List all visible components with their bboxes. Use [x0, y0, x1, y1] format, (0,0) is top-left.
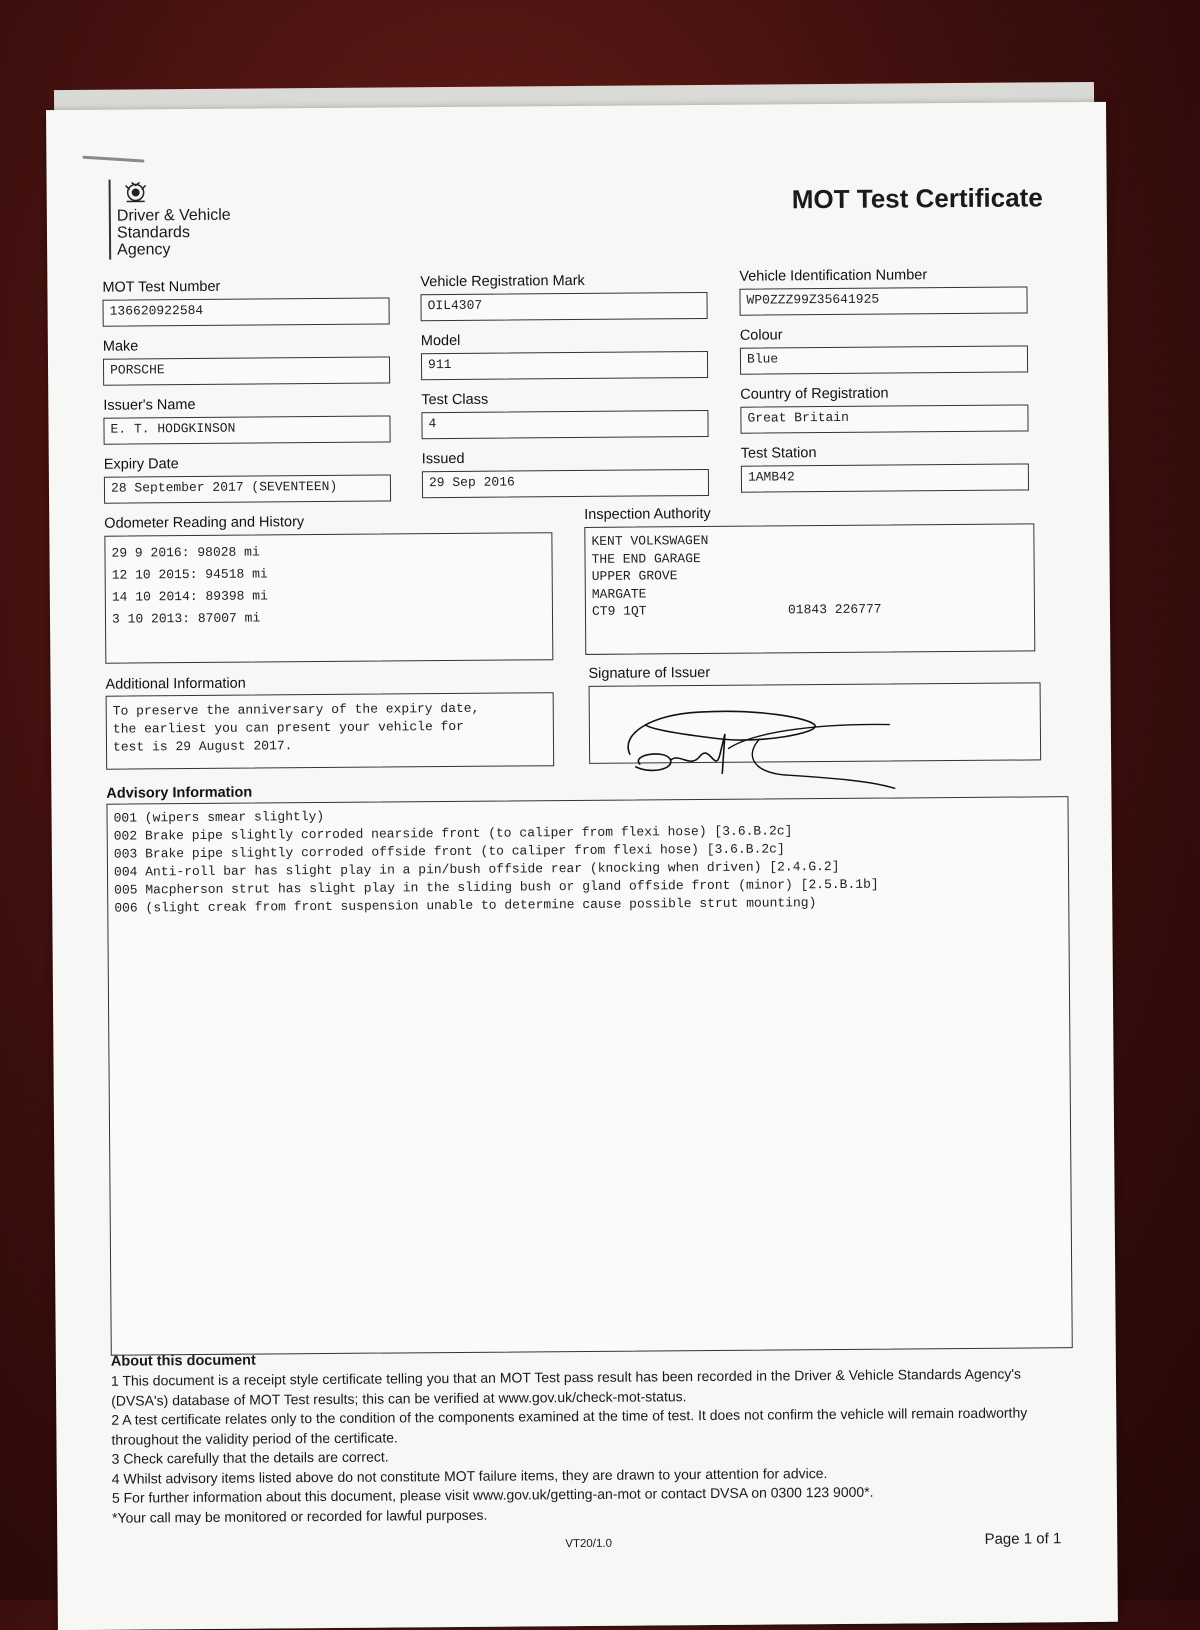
- staple: [82, 156, 144, 163]
- test-class-field: 4: [421, 410, 708, 439]
- about-text: [111, 1364, 1072, 1528]
- test-number-label: MOT Test Number: [102, 278, 221, 296]
- authority-address-line: THE END GARAGE: [591, 550, 701, 567]
- odometer-history: [104, 532, 553, 664]
- authority-phone: 01843 226777: [787, 601, 882, 618]
- royal-crest-icon: [121, 179, 151, 205]
- about-line: 2 A test certificate relates only to the condition of the components examined at the time of test. It does not confirm the vehicle will remain roadworthy throughout the validity period of the certificate.: [111, 1404, 1028, 1448]
- about-line: 1 This document is a receipt style certificate telling you that an MOT Test pass result has been recorded in the Driver & Vehicle Standards Agency's (DVSA's) database of MOT Test results; this can be verified at www.gov.uk/check-mot-status.: [110, 1365, 1022, 1409]
- agency-name: Driver & Vehicle Standards Agency: [116, 206, 231, 259]
- odometer-entry: 12 10 2015: 94518 mi: [111, 566, 268, 583]
- advisory-item: 004 Anti-roll bar has slight play in a pin/bush offside rear (knocking when driven) [2.4.G.2]: [113, 858, 840, 880]
- vin-label: Vehicle Identification Number: [739, 267, 928, 285]
- registration-label: Vehicle Registration Mark: [420, 272, 585, 291]
- authority-address-line: KENT VOLKSWAGEN: [591, 532, 709, 549]
- additional-info-line: the earliest you can present your vehicle for: [112, 718, 464, 737]
- certificate-page: [46, 102, 1118, 1630]
- colour-label: Colour: [739, 327, 783, 344]
- additional-info-label: Additional Information: [105, 675, 246, 693]
- advisory-item: 001 (wipers smear slightly): [113, 808, 325, 826]
- handwritten-signature: [610, 693, 891, 790]
- advisory-item: 006 (slight creak from front suspension unable to determine cause possible strut mounting): [114, 895, 817, 916]
- form-code: VT20/1.0: [565, 1537, 613, 1551]
- make-label: Make: [102, 338, 139, 355]
- test-station-label: Test Station: [740, 445, 817, 462]
- model-field: 911: [421, 351, 708, 380]
- inspection-authority-label: Inspection Authority: [584, 505, 711, 523]
- advisory-item: 003 Brake pipe slightly corroded offside front (to caliper from flexi hose) [3.6.B.2c]: [113, 841, 785, 862]
- test-station-field: 1AMB42: [741, 463, 1029, 492]
- advisory-item: 005 Macpherson strut has slight play in the sliding bush or gland offside front (minor) [2.5.B.1b]: [114, 876, 879, 898]
- about-line: 4 Whilst advisory items listed above do not constitute MOT failure items, they are drawn to your attention for advice.: [111, 1464, 828, 1487]
- model-label: Model: [420, 332, 461, 350]
- issued-label: Issued: [421, 450, 465, 468]
- odometer-entry: 29 9 2016: 98028 mi: [111, 544, 260, 561]
- additional-info-box: [106, 692, 555, 770]
- advisory-label: Advisory Information: [106, 784, 253, 802]
- vin-field: WP0ZZZ99Z35641925: [739, 286, 1027, 315]
- additional-info-line: To preserve the anniversary of the expiry date,: [112, 700, 480, 719]
- issued-field: 29 Sep 2016: [422, 469, 709, 498]
- colour-field: Blue: [740, 345, 1028, 374]
- make-field: PORSCHE: [103, 356, 390, 385]
- authority-address-line: MARGATE: [591, 585, 647, 602]
- additional-info-line: test is 29 August 2017.: [112, 738, 293, 755]
- country-field: Great Britain: [740, 404, 1028, 433]
- country-label: Country of Registration: [740, 385, 889, 403]
- odometer-label: Odometer Reading and History: [104, 514, 305, 532]
- expiry-field: 28 September 2017 (SEVENTEEN): [104, 474, 391, 503]
- authority-address-line: CT9 1QT: [591, 603, 647, 619]
- signature-label: Signature of Issuer: [588, 664, 711, 682]
- about-title: About this document: [110, 1352, 256, 1370]
- inspection-authority-box: [584, 523, 1035, 655]
- page-number: Page 1 of 1: [984, 1530, 1062, 1548]
- test-class-label: Test Class: [421, 391, 489, 409]
- signature-box: [589, 682, 1042, 764]
- advisory-box: [106, 796, 1072, 1356]
- test-number-field: 136620922584: [103, 297, 390, 326]
- about-line: 3 Check carefully that the details are correct.: [111, 1448, 389, 1467]
- advisory-item: 002 Brake pipe slightly corroded nearside front (to caliper from flexi hose) [3.6.B.2c]: [113, 823, 793, 844]
- authority-address-line: UPPER GROVE: [591, 568, 678, 584]
- issuer-label: Issuer's Name: [103, 396, 196, 414]
- about-line: *Your call may be monitored or recorded for lawful purposes.: [112, 1506, 488, 1526]
- expiry-label: Expiry Date: [103, 456, 179, 473]
- registration-field: OIL4307: [420, 292, 707, 321]
- page-title: MOT Test Certificate: [791, 182, 1043, 215]
- odometer-entry: 14 10 2014: 89398 mi: [111, 588, 268, 605]
- agency-logo: [109, 179, 248, 260]
- issuer-field: E. T. HODGKINSON: [103, 415, 390, 444]
- about-line: 5 For further information about this document, please visit www.gov.uk/getting-an-mot or contact DVSA on 0300 123 9000*.: [111, 1483, 874, 1506]
- odometer-entry: 3 10 2013: 87007 mi: [111, 610, 261, 627]
